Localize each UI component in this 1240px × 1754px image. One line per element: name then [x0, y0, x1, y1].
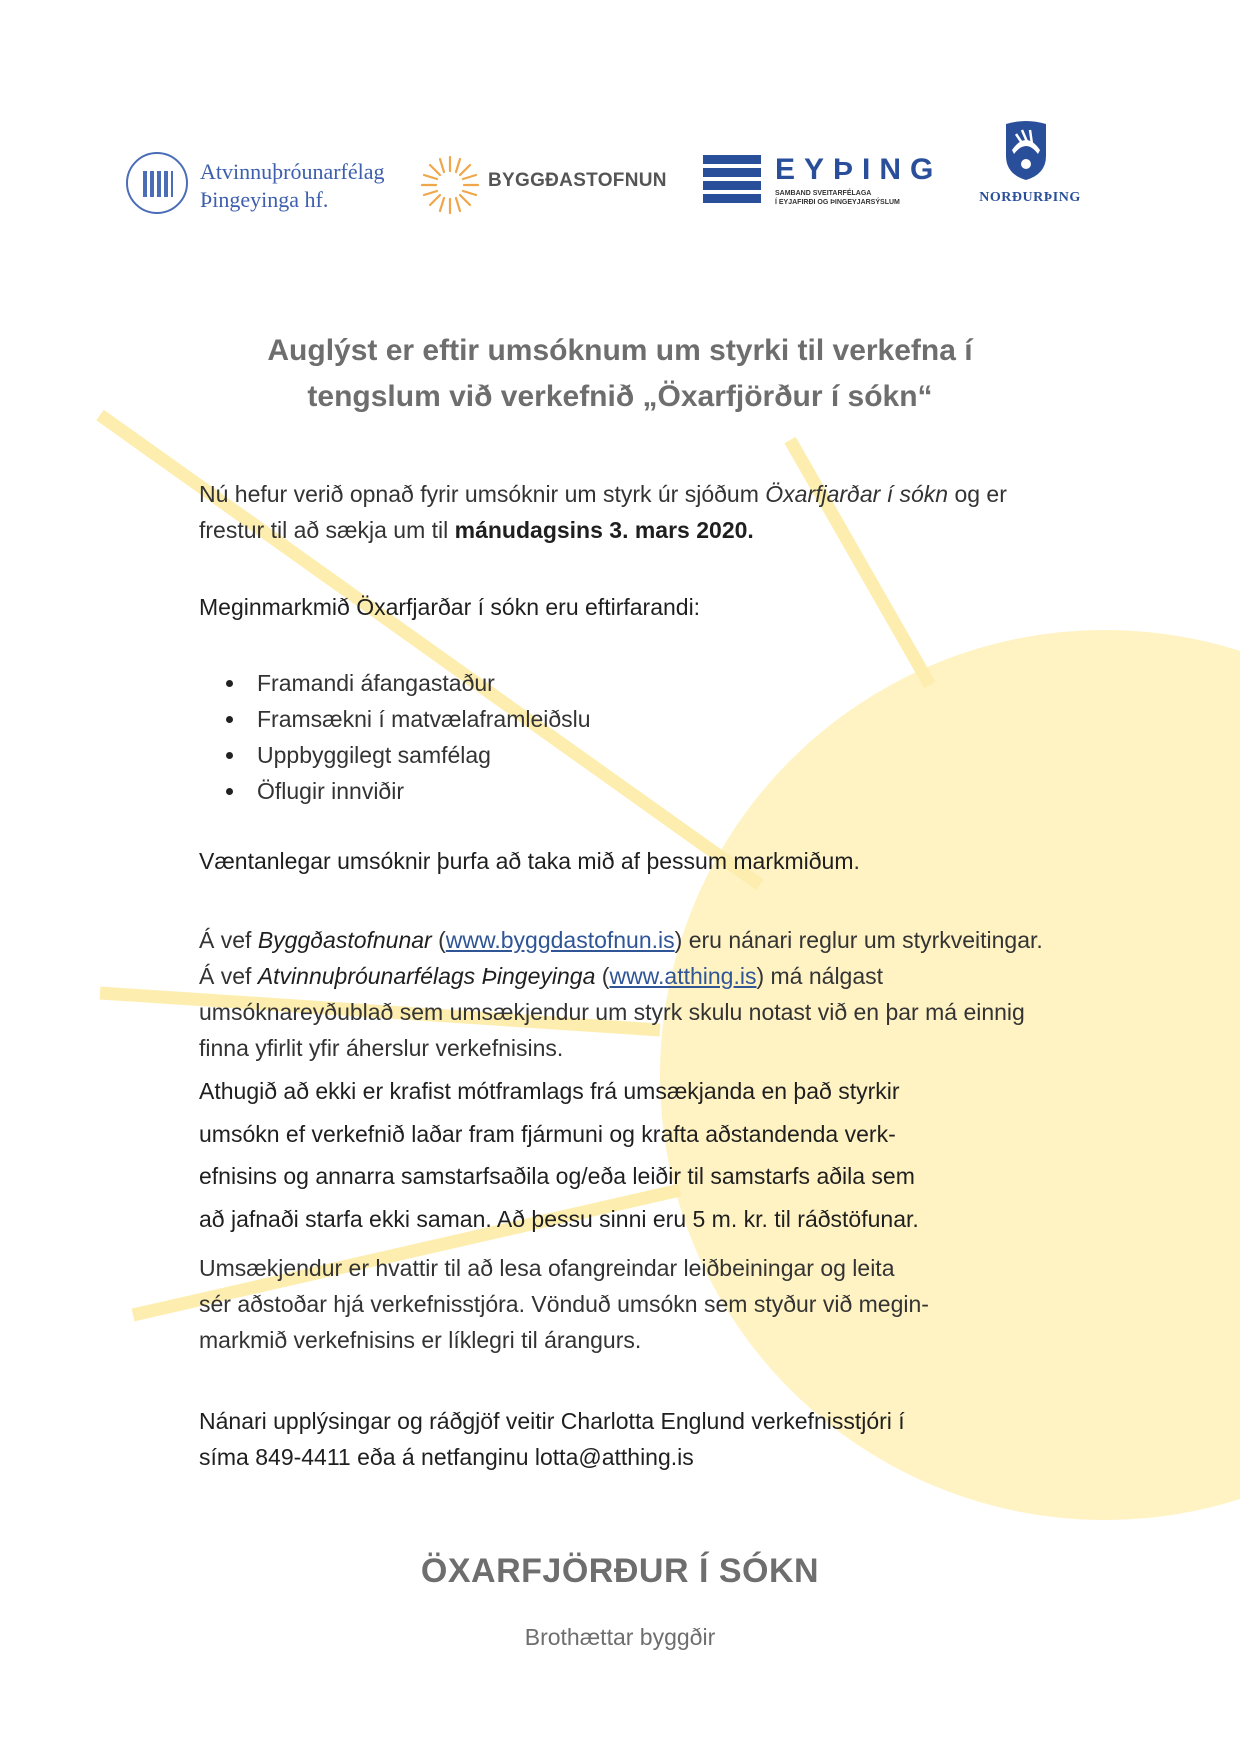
intro-project-name: Öxarfjarðar í sókn: [765, 481, 949, 507]
intro-text-1: Nú hefur verið opnað fyrir umsóknir um styrk úr sjóðum: [199, 481, 766, 507]
web-text-1: Á vef: [199, 927, 258, 953]
note-line: umsókn ef verkefnið laðar fram fjármuni og krafta aðstandenda verk-: [199, 1120, 896, 1147]
goal-item: [199, 701, 899, 737]
web-text-4: (: [595, 963, 610, 989]
expectation-period: .: [853, 848, 860, 874]
contact-line1: Nánari upplýsingar og ráðgjöf veitir Charlotta Englund verkefnisstjóri í: [199, 1408, 905, 1434]
heading-line1: Auglýst er eftir umsóknum um styrki til verkefna í: [267, 334, 973, 367]
contact-paragraph: [199, 1403, 1049, 1475]
bullet-icon: [226, 680, 233, 687]
nordurthing-logo-text: NORÐURÞING: [979, 190, 1081, 205]
bullet-icon: [226, 788, 233, 795]
note-line: að jafnaði starfa ekki saman. Að þessu sinni eru 5 m. kr. til ráðstöfunar.: [199, 1205, 919, 1232]
expectation-paragraph: [199, 843, 1049, 879]
eything-sub-line2: Í EYJAFIRÐI OG ÞINGEYJARSÝSLUM: [775, 199, 900, 206]
goal-item: [199, 773, 899, 809]
web-text-3: ) eru nánari reglur um styrkveitingar. Á vef: [199, 927, 1043, 989]
atvinnu-logo-line1: Atvinnuþróunarfélag: [200, 159, 385, 184]
eything-logo-word: EYÞING: [775, 153, 943, 186]
byggdastofnun-link[interactable]: www.byggdastofnun.is: [445, 927, 675, 953]
goals-heading: Meginmarkmið Öxarfjarðar í sókn eru eftirfarandi:: [199, 594, 701, 620]
encourage-line: sér aðstoðar hjá verkefnisstjóra. Vönduð umsókn sem styður við megin-: [199, 1291, 929, 1317]
eything-sub-line1: SAMBAND SVEITARFÉLAGA: [775, 190, 872, 197]
web-org-atthing: Atvinnuþróunarfélags Þingeyinga: [257, 963, 596, 989]
goal-item-text: Uppbyggilegt samfélag: [257, 742, 491, 768]
intro-paragraph: [199, 476, 1049, 548]
goal-item: [199, 737, 899, 773]
encourage-line: Umsækjendur er hvattir til að lesa ofangreindar leiðbeiningar og leita: [199, 1255, 895, 1281]
goals-list: [199, 665, 899, 809]
contribution-note-paragraph: [199, 1070, 1049, 1240]
intro-text-2: og er frestur til að sækja um til: [199, 481, 1007, 543]
expectation-text: Væntanlegar umsóknir þurfa að taka mið af þessum markmiðum: [199, 848, 854, 874]
web-org-byggdastofnun: Byggðastofnunar: [257, 927, 432, 953]
web-text-2: (: [431, 927, 446, 953]
goal-item: [199, 665, 899, 701]
web-text-5: ) má nálgast umsóknareyðublað sem umsækjendur um styrk skulu notast við en þar má einnig finna yfirlit yfir áherslur verkefnisins.: [199, 963, 1025, 1061]
announcement-heading: [160, 328, 1080, 420]
note-line: efnisins og annarra samstarfsaðila og/eða leiðir til samstarfs aðila sem: [199, 1163, 915, 1189]
contact-line2: síma 849-4411 eða á netfanginu lotta@atthing.is: [199, 1444, 694, 1470]
footer-title: ÖXARFJÖRÐUR Í SÓKN: [420, 1552, 820, 1590]
goal-item-text: Framandi áfangastaður: [257, 670, 495, 696]
bullet-icon: [226, 716, 233, 723]
encouragement-paragraph: [199, 1250, 1049, 1358]
encourage-line: markmið verkefnisins er líklegri til árangurs.: [199, 1327, 642, 1353]
note-line: Athugið að ekki er krafist mótframlags frá umsækjanda en það styrkir: [199, 1078, 900, 1104]
atthing-link[interactable]: www.atthing.is: [609, 963, 757, 989]
website-info-paragraph: [199, 922, 1049, 1066]
intro-deadline: mánudagsins 3. mars 2020.: [454, 517, 754, 543]
footer-subtitle: Brothættar byggðir: [524, 1624, 716, 1650]
atvinnu-logo-line2: Þingeyinga hf.: [200, 187, 329, 212]
heading-line2: tengslum við verkefnið „Öxarfjörður í sókn“: [307, 380, 933, 413]
byggdastofnun-logo-text: BYGGÐASTOFNUN: [488, 170, 667, 191]
bullet-icon: [226, 752, 233, 759]
goal-item-text: Framsækni í matvælaframleiðslu: [257, 706, 591, 732]
goal-item-text: Öflugir innviðir: [257, 778, 404, 804]
